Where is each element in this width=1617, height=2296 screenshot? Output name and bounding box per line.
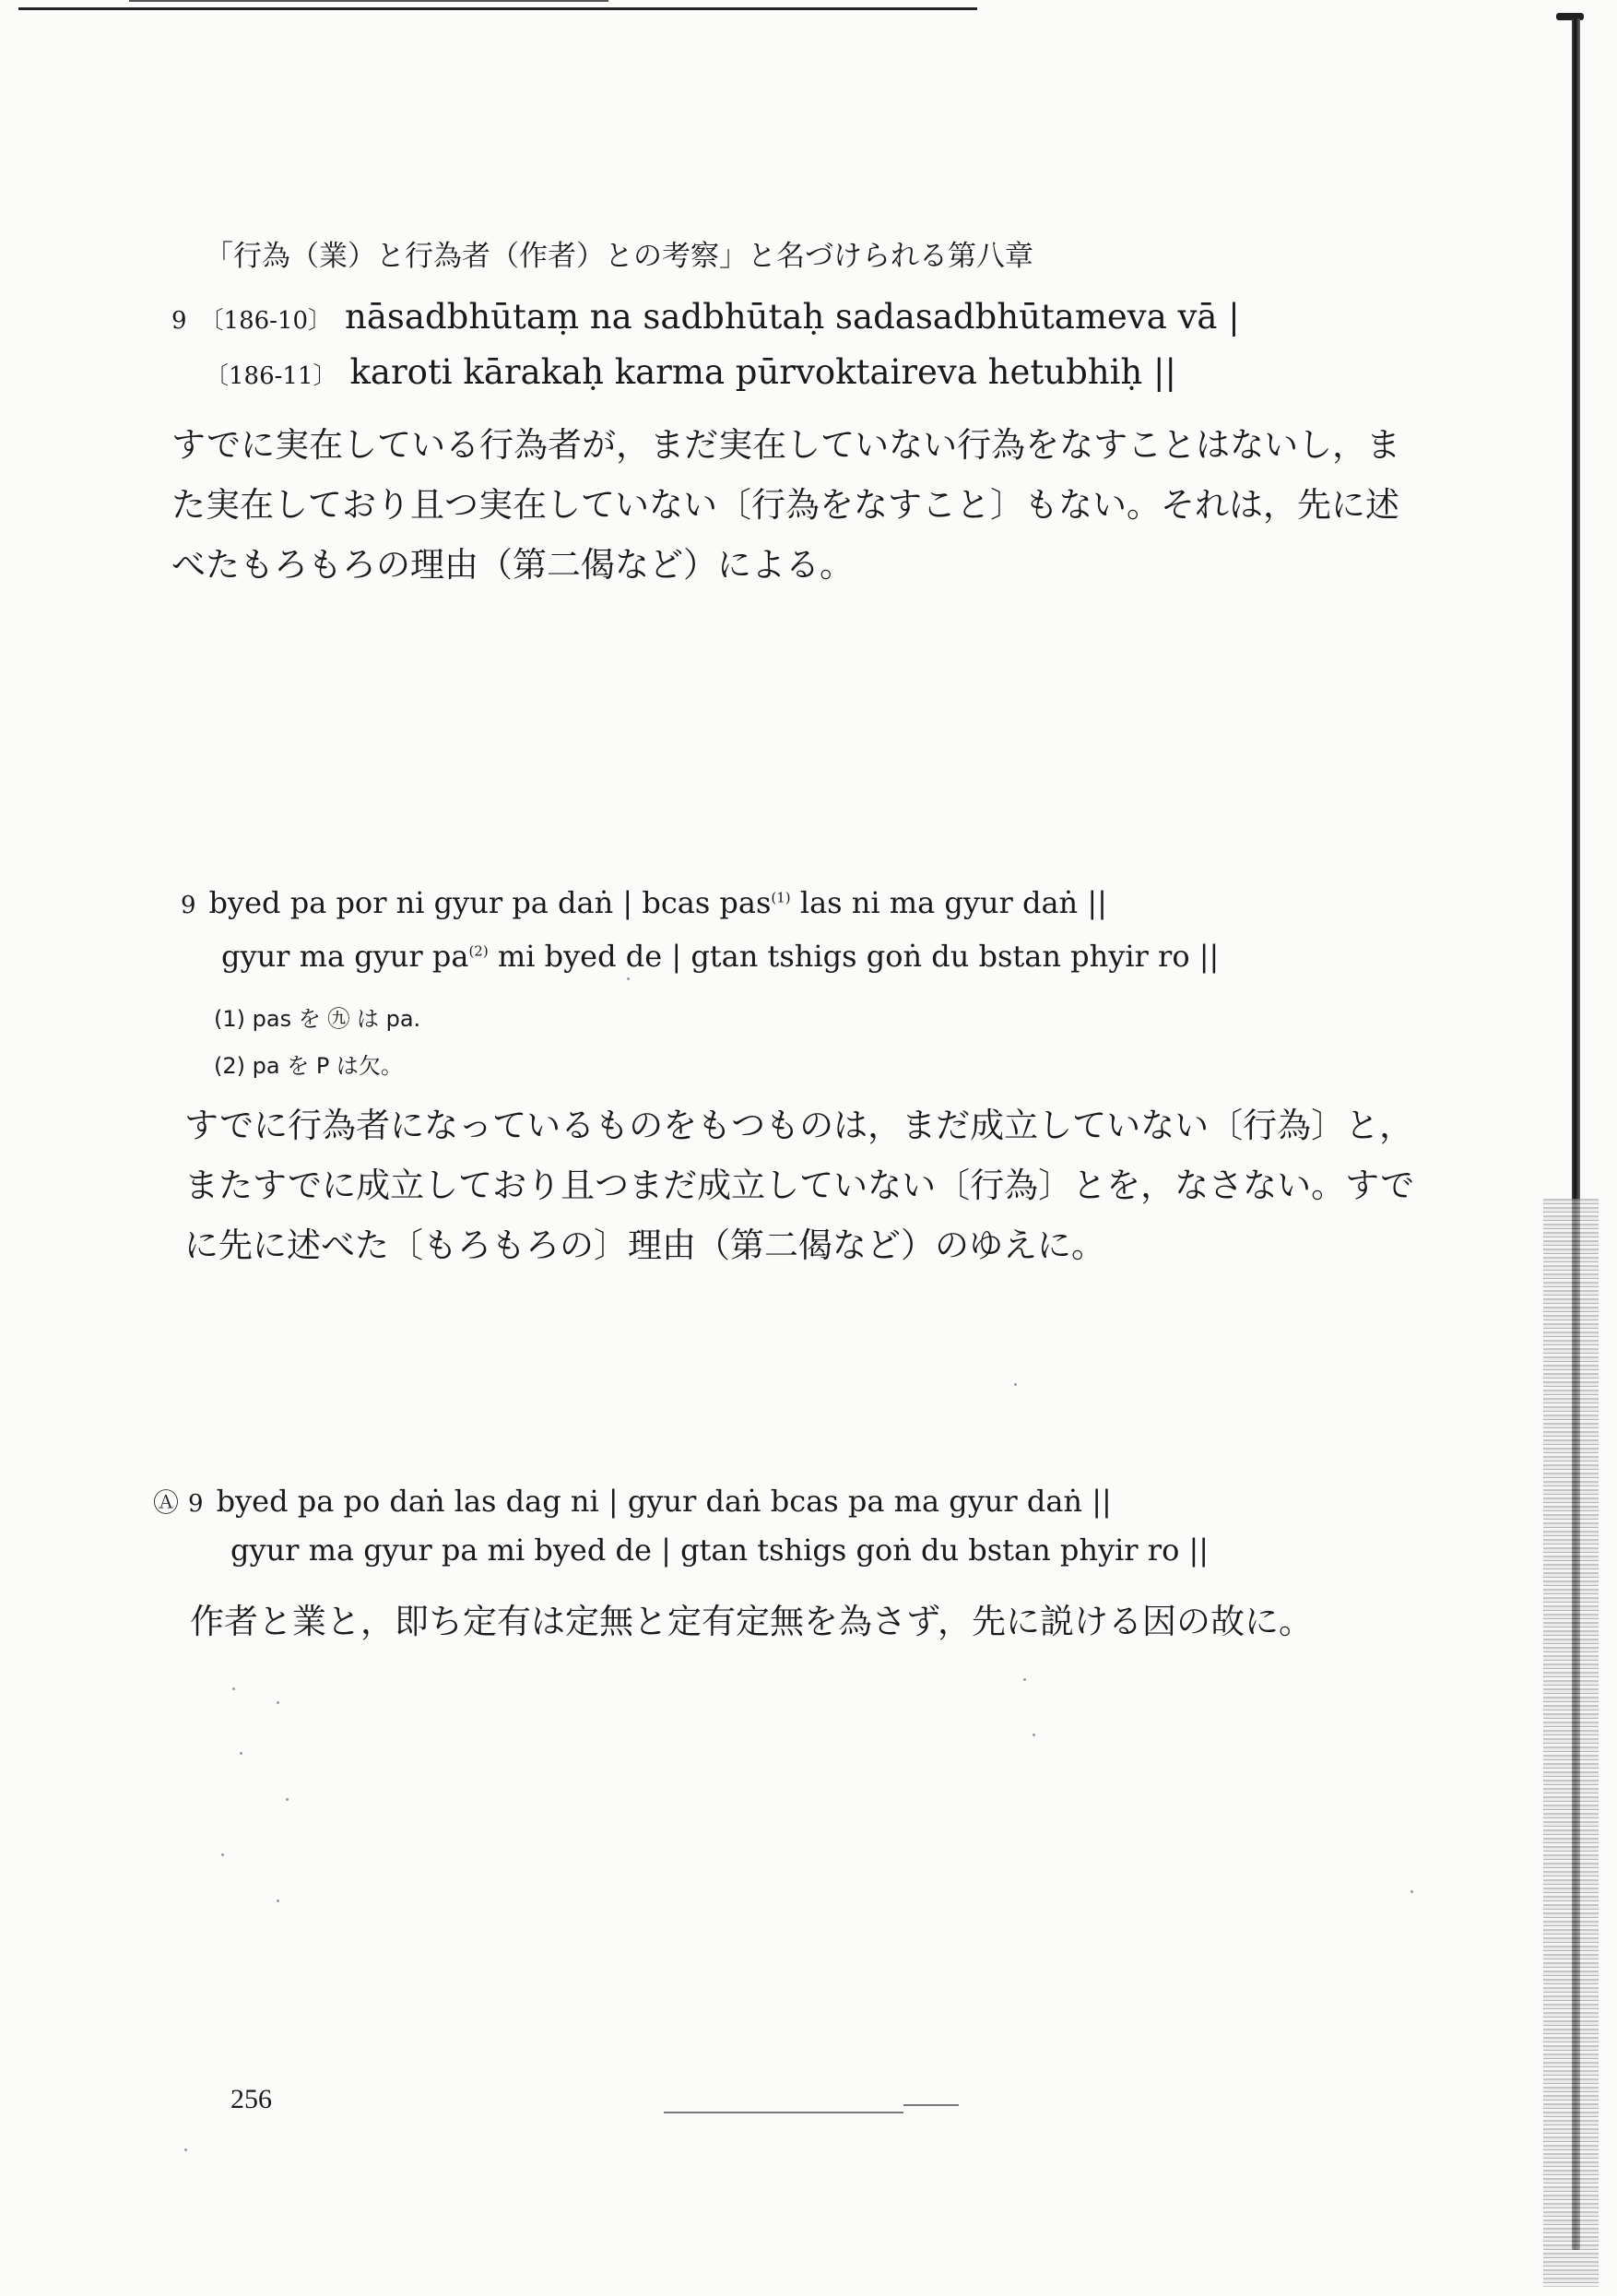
footnote: (1) pas を ㊈ は pa.	[214, 1006, 421, 1032]
scan-mark	[664, 2112, 903, 2113]
akutobhaya-translation: 作者と業と，即ち定有は定無と定有定無を為さず，先に説ける因の故に。	[190, 1602, 1314, 1641]
scan-mark	[903, 2104, 959, 2106]
scan-speck	[1014, 1383, 1017, 1386]
scan-speck	[1410, 1890, 1413, 1893]
verse-ref: 〔186-10〕	[199, 307, 333, 335]
akutobhaya-line-1	[153, 1483, 1112, 1520]
sanskrit-translation-line: すでに実在している行為者が，まだ実在していない行為をなすことはないし，ま	[171, 425, 1401, 465]
footnote: (2) pa を P は欠。	[214, 1053, 403, 1079]
footnote-marker: (2)	[468, 942, 489, 960]
scan-speck	[1033, 1734, 1035, 1736]
sanskrit-translation-line: た実在しており且つ実在していない〔行為をなすこと〕もない。それは，先に述	[171, 485, 1399, 525]
sanskrit-line-1	[171, 297, 1240, 337]
tibetan-line-2	[221, 939, 1219, 974]
scan-top-rule	[18, 7, 977, 10]
tibetan-translation-line: すでに行為者になっているものをもつものは，まだ成立していない〔行為〕と，	[184, 1106, 1414, 1145]
sanskrit-translation-line: べたもろもろの理由（第二偈など）による。	[171, 545, 854, 585]
tibetan-text: mi byed de | gtan tshigs goṅ du bstan phyir ro ||	[488, 939, 1220, 974]
sanskrit-text: nāsadbhūtaṃ na sadbhūtaḥ sadasadbhūtameva vā |	[345, 297, 1240, 337]
tibetan-text: gyur ma gyur pa mi byed de | gtan tshigs goṅ du bstan phyir ro ||	[230, 1533, 1210, 1568]
verse-ref: 〔186-11〕	[205, 362, 337, 390]
tibetan-text: byed pa por ni gyur pa daṅ | bcas pas	[208, 885, 772, 920]
scan-speck	[277, 1701, 279, 1704]
footnote-marker: (1)	[771, 889, 791, 906]
scan-speck	[240, 1752, 242, 1755]
scan-speck	[277, 1900, 279, 1902]
scan-top-rule-2	[129, 0, 608, 2]
tibetan-text: gyur ma gyur pa	[221, 939, 469, 974]
akutobhaya-marker: Ⓐ	[153, 1487, 180, 1518]
tibetan-translation-line: に先に述べた〔もろもろの〕理由（第二偈など）のゆえに。	[184, 1225, 1105, 1265]
scan-speck	[184, 2148, 187, 2151]
sanskrit-line-2	[205, 352, 1176, 392]
page-number: 256	[230, 2084, 272, 2114]
verse-number: 9	[188, 1490, 204, 1518]
chapter-title: 「行為（業）と行為者（作者）との考察」と名づけられる第八章	[205, 240, 1033, 273]
scan-speck	[286, 1798, 289, 1801]
verse-number: 9	[181, 892, 196, 919]
tibetan-line-1	[181, 885, 1107, 920]
scan-speck	[627, 977, 630, 980]
scan-speck	[232, 1687, 235, 1690]
verse-number: 9	[171, 307, 187, 335]
tibetan-translation-line: またすでに成立しており且つまだ成立していない〔行為〕とを，なさない。すで	[184, 1166, 1415, 1205]
sanskrit-text: karoti kārakaḥ karma pūrvoktaireva hetubhiḥ ||	[349, 352, 1176, 392]
tibetan-text: las ni ma gyur daṅ ||	[790, 885, 1107, 920]
scan-speck	[1023, 1678, 1026, 1681]
tibetan-text: byed pa po daṅ las dag ni | gyur daṅ bcas pa ma gyur daṅ ||	[216, 1484, 1112, 1519]
scan-speck	[221, 1853, 224, 1856]
akutobhaya-line-2	[230, 1533, 1209, 1568]
binding-edge-noise	[1543, 1199, 1599, 2287]
